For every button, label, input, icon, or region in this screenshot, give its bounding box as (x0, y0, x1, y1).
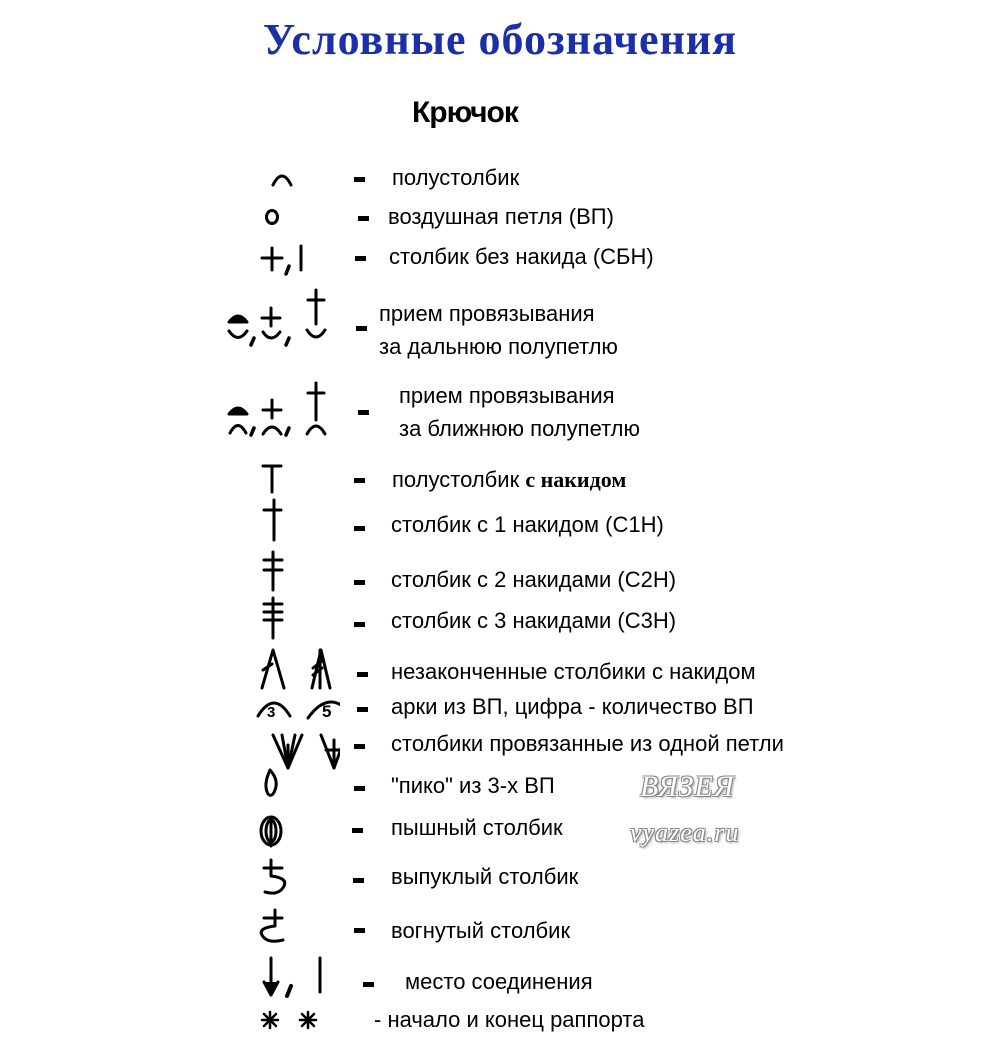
legend-label-back-loop-1: прием провязывания (379, 301, 595, 326)
watermark-logo: ВЯЗЕЯ (640, 770, 735, 803)
sc-icon (262, 246, 301, 274)
join-icon (264, 958, 320, 996)
chain-icon (267, 211, 278, 224)
same-loop-icon (273, 735, 340, 768)
dash (358, 216, 369, 221)
legend-label-front-loop-2: за ближнюю полупетлю (399, 416, 641, 441)
legend-label-repeat: - начало и конец раппорта (374, 1007, 645, 1032)
legend-label-puff: пышный столбик (391, 815, 563, 840)
dash (354, 177, 365, 182)
legend-label-hdc-a: полустолбик (392, 467, 526, 492)
legend-label-chain: воздушная петля (ВП) (388, 204, 614, 229)
dash (352, 828, 363, 833)
dash (363, 982, 374, 987)
legend-label-back-loop-2: за дальнюю полупетлю (379, 334, 618, 359)
legend-label-front-loop-1: прием провязывания (399, 383, 615, 408)
back-post-icon (261, 910, 283, 941)
legend-label-picot: "пико" из 3-х ВП (391, 773, 555, 798)
back-loop-icon (229, 290, 325, 345)
dash (354, 786, 365, 791)
dash (358, 410, 369, 415)
legend-label-back-post: вогнутый столбик (391, 918, 571, 943)
puff-icon (261, 817, 281, 846)
front-post-icon (264, 860, 285, 893)
dc3-icon (264, 598, 282, 638)
half-single-icon (273, 176, 291, 185)
dash (357, 707, 368, 712)
symbol-column (0, 0, 340, 1042)
watermark-url: vyazea.ru (630, 818, 740, 847)
front-loop-icon (229, 383, 325, 435)
dash (354, 478, 365, 483)
hdc-icon (263, 466, 281, 492)
dash (354, 744, 365, 749)
dc2-icon (264, 552, 282, 590)
legend-label-unfinished: незаконченные столбики с накидом (391, 659, 756, 684)
arch-icon (258, 702, 340, 721)
legend-label-half-single: полустолбик (392, 165, 520, 190)
legend-label-front-post: выпуклый столбик (391, 864, 579, 889)
dash (353, 878, 364, 883)
dash (355, 256, 366, 261)
legend-label-dc1: столбик с 1 накидом (С1Н) (391, 512, 664, 537)
repeat-icon (262, 1012, 316, 1028)
dash (356, 326, 367, 331)
dash (354, 622, 365, 627)
page-title: Условные обозначения (262, 15, 738, 64)
unfinished-icon (262, 650, 330, 688)
picot-icon (266, 770, 276, 795)
dash (354, 928, 365, 933)
section-title: Крючок (412, 96, 518, 129)
legend-label-join: место соединения (405, 969, 593, 994)
arch-number-3: 3 (267, 704, 276, 721)
dc1-icon (264, 500, 281, 540)
legend-label-hdc (392, 464, 626, 496)
legend-label-dc2: столбик с 2 накидами (С2Н) (391, 567, 677, 592)
dash (357, 672, 368, 677)
legend-label-arch: арки из ВП, цифра - количество ВП (391, 694, 754, 719)
legend-label-sc: столбик без накида (СБН) (389, 244, 654, 269)
arch-number-5: 5 (322, 702, 332, 721)
legend-label-hdc-b: с накидом (525, 467, 627, 492)
legend-label-dc3: столбик с 3 накидами (С3Н) (391, 608, 677, 633)
dash (354, 580, 365, 585)
dash (354, 526, 365, 531)
legend-label-same-loop: столбики провязанные из одной петли (391, 731, 784, 756)
